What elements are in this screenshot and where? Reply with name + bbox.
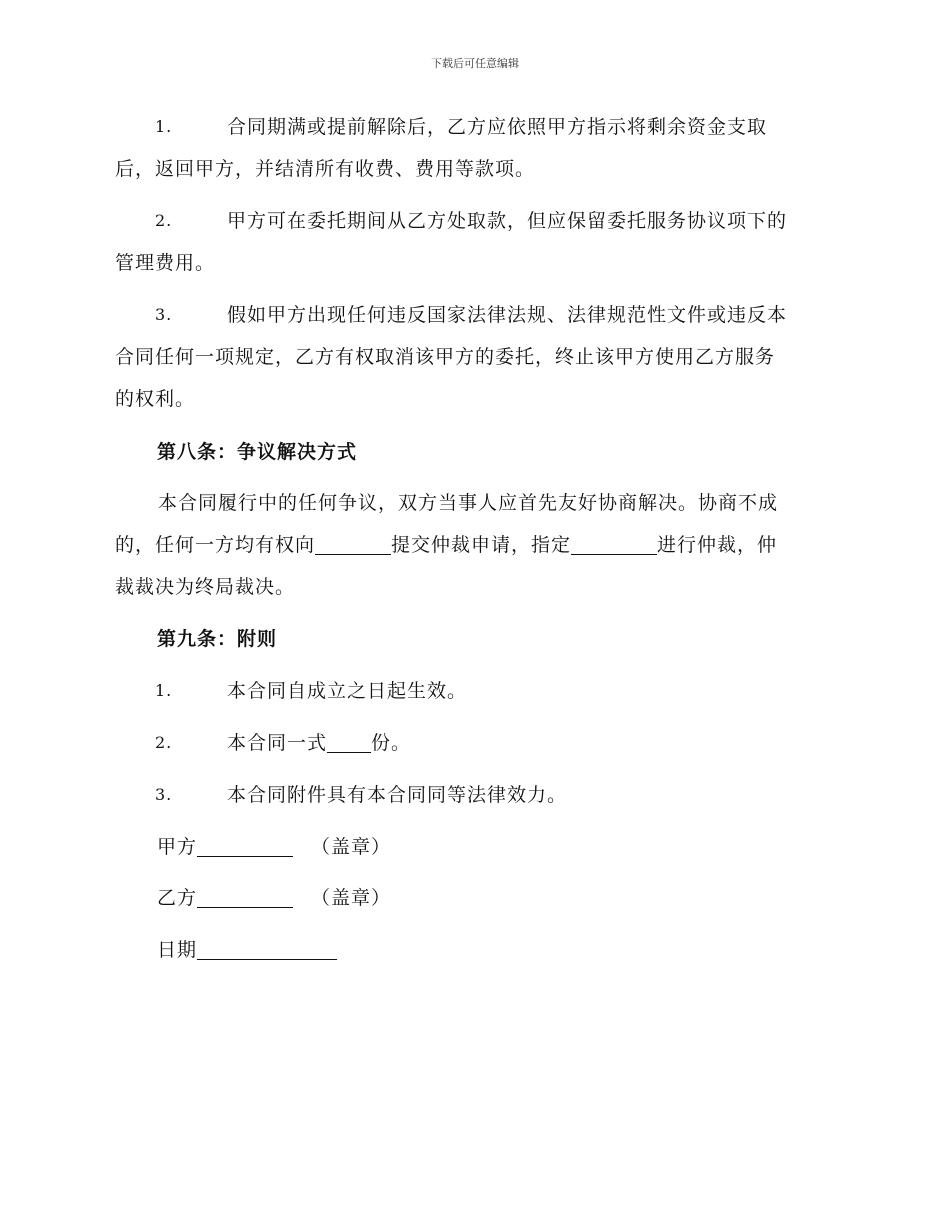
date-label: 日期 <box>157 939 198 961</box>
article-9-heading: 第九条：附则 <box>157 628 278 650</box>
article-8-paragraph <box>115 482 835 608</box>
fill-in-blank-arbitration-body <box>315 534 391 555</box>
party-b-label: 乙方 <box>157 887 198 909</box>
party-b-signature-line <box>157 877 391 919</box>
clause-number: 1. <box>155 681 173 700</box>
clause-item-3 <box>115 294 835 420</box>
article-8-heading: 第八条：争议解决方式 <box>157 441 358 463</box>
annex-item-2 <box>115 722 835 764</box>
clause-item-1 <box>115 106 835 190</box>
clause-number: 2. <box>155 211 173 230</box>
party-b-blank <box>197 887 293 908</box>
annex-item-3 <box>115 774 835 816</box>
clause-number: 3. <box>155 305 173 324</box>
annex-item-1 <box>115 670 835 712</box>
date-blank <box>197 939 337 960</box>
clause-item-2 <box>115 200 835 284</box>
clause-text-line <box>115 722 835 764</box>
clause-number: 3. <box>155 785 173 804</box>
paragraph-line: 本合同履行中的任何争议，双方当事人应首先友好协商解决。协商不成 <box>158 492 779 514</box>
clause-text: 本合同一式 <box>227 732 328 754</box>
fill-in-blank-arbitrator <box>571 534 657 555</box>
paragraph-text: 提交仲裁申请，指定 <box>391 534 572 556</box>
clause-text-line: 甲方可在委托期间从乙方处取款，但应保留委托服务协议项下的 <box>227 210 788 232</box>
party-a-signature-line <box>157 826 391 868</box>
clause-number: 2. <box>155 733 173 752</box>
clause-text-line: 的权利。 <box>115 388 196 410</box>
paragraph-text: 的，任何一方均有权向 <box>115 534 316 556</box>
clause-text-line: 合同任何一项规定，乙方有权取消该甲方的委托，终止该甲方使用乙方服务 <box>115 346 776 368</box>
party-a-seal-label: （盖章） <box>311 836 392 858</box>
clause-text-line: 假如甲方出现任何违反国家法律法规、法律规范性文件或违反本 <box>227 304 788 326</box>
clause-text-line: 本合同自成立之日起生效。 <box>227 680 468 702</box>
party-a-blank <box>197 836 293 857</box>
clause-text-line: 管理费用。 <box>115 252 216 274</box>
page-header-note: 下载后可任意编辑 <box>431 57 519 70</box>
clause-text-line: 本合同附件具有本合同同等法律效力。 <box>227 784 568 806</box>
paragraph-line: 裁裁决为终局裁决。 <box>115 576 296 598</box>
clause-number: 1. <box>155 117 173 136</box>
clause-text-line: 合同期满或提前解除后，乙方应依照甲方指示将剩余资金支取 <box>227 116 768 138</box>
date-signature-line <box>157 929 337 971</box>
clause-text: 份。 <box>371 732 412 754</box>
paragraph-line <box>115 524 835 566</box>
fill-in-blank-copies <box>327 732 371 753</box>
clause-text-line: 后，返回甲方，并结清所有收费、费用等款项。 <box>115 158 536 180</box>
party-b-seal-label: （盖章） <box>311 887 392 909</box>
party-a-label: 甲方 <box>157 836 198 858</box>
paragraph-text: 进行仲裁，仲 <box>657 534 778 556</box>
